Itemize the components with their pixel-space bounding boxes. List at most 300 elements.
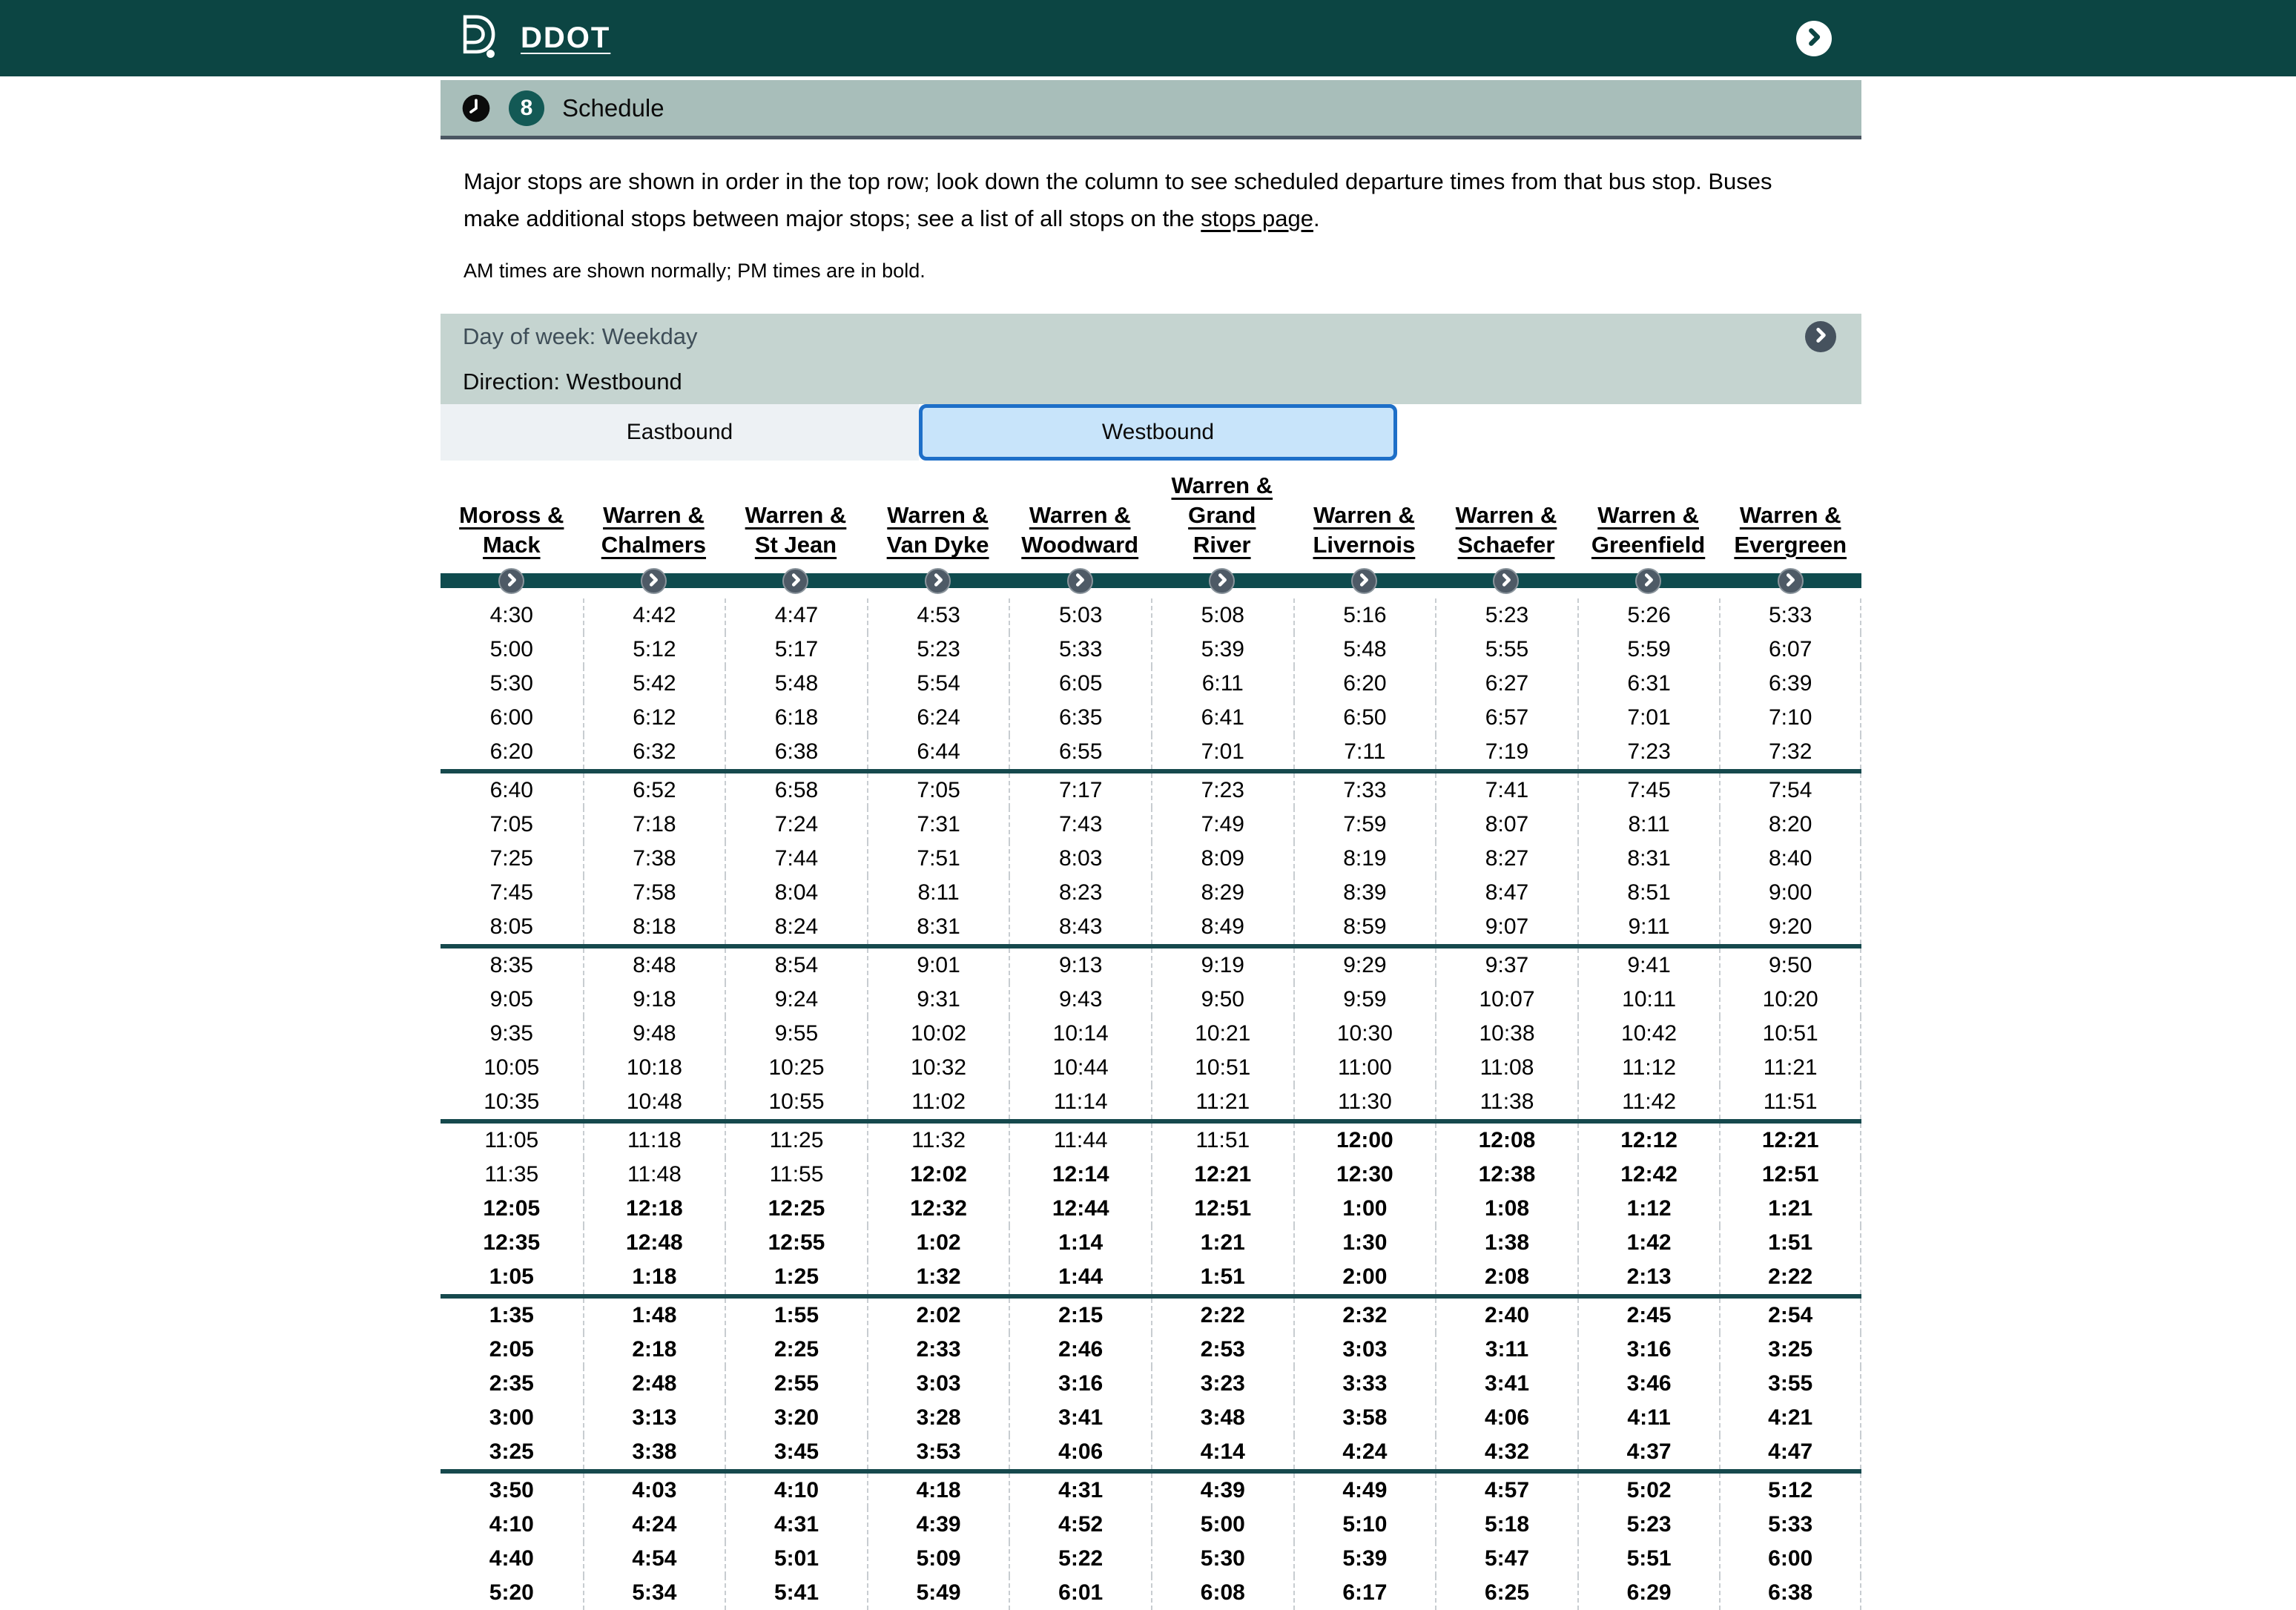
app-header [0, 0, 2296, 76]
time-cell: 7:25 [489, 846, 533, 871]
time-cell: 11:38 [1435, 1085, 1577, 1119]
day-of-week-label: Day of week: Weekday [463, 323, 698, 349]
time-cell: 3:55 [1719, 1367, 1861, 1401]
time-cell: 9:07 [1435, 910, 1577, 944]
chevron-right-icon [1811, 326, 1830, 347]
stop-chevron-button[interactable] [641, 568, 667, 594]
time-cell: 4:47 [1719, 1435, 1861, 1469]
time-cell: 6:20 [489, 739, 533, 764]
intro-before-link: Major stops are shown in order in the top row; look down the column to see scheduled departure times from that bus stop. Buses make additional stops between major stops; see a list of all stops on the [464, 168, 1772, 231]
time-cell: 7:51 [867, 842, 1009, 876]
time-cell: 9:55 [725, 1017, 867, 1051]
clock-icon [461, 93, 491, 123]
time-cell: 5:55 [1435, 633, 1577, 667]
time-cell: 8:04 [725, 876, 867, 910]
stop-header-link[interactable]: Warren & Livernois [1313, 502, 1416, 558]
time-cell: 9:41 [1577, 948, 1720, 983]
chevron-right-icon [930, 572, 946, 590]
time-cell: 4:42 [583, 598, 725, 633]
time-cell: 7:45 [489, 880, 533, 905]
header-next-button[interactable] [1796, 21, 1832, 56]
time-cell: 3:23 [1151, 1367, 1293, 1401]
time-cell: 11:25 [725, 1124, 867, 1158]
direction-tabs [441, 404, 1861, 461]
time-cell: 1:35 [489, 1303, 534, 1327]
time-cell: 10:20 [1719, 983, 1861, 1017]
stop-chevron-cell [867, 568, 1009, 594]
time-cell: 11:02 [867, 1085, 1009, 1119]
stop-chevron-cell [1577, 568, 1720, 594]
time-cell: 10:48 [583, 1085, 725, 1119]
time-cell: 5:22 [1009, 1542, 1151, 1576]
time-cell: 7:11 [1293, 735, 1436, 769]
time-cell: 4:53 [867, 598, 1009, 633]
time-cell: 4:21 [1719, 1401, 1861, 1435]
time-cell: 2:46 [1009, 1333, 1151, 1367]
time-cell: 6:12 [583, 701, 725, 735]
time-cell: 4:31 [725, 1508, 867, 1542]
time-cell: 7:32 [1719, 735, 1861, 769]
table-group [441, 944, 1861, 1119]
time-cell: 11:51 [1151, 1124, 1293, 1158]
time-cell: 10:32 [867, 1051, 1009, 1085]
time-cell: 12:51 [1151, 1192, 1293, 1226]
chevron-right-icon [504, 572, 520, 590]
ddot-home-link[interactable] [458, 13, 610, 64]
table-row [441, 1401, 1861, 1435]
route-line-bar [441, 567, 1861, 594]
time-cell: 6:00 [1719, 1542, 1861, 1576]
time-cell: 4:30 [489, 603, 533, 627]
time-cell: 4:24 [583, 1508, 725, 1542]
time-cell: 5:26 [1577, 598, 1720, 633]
time-cell: 5:23 [867, 633, 1009, 667]
stop-chevron-button[interactable] [1209, 568, 1235, 594]
time-cell: 9:35 [489, 1021, 533, 1046]
time-cell: 8:27 [1435, 842, 1577, 876]
time-cell: 6:44 [867, 735, 1009, 769]
chevron-right-icon [1214, 572, 1230, 590]
time-cell: 11:08 [1435, 1051, 1577, 1085]
time-cell: 9:50 [1719, 948, 1861, 983]
time-cell: 10:14 [1009, 1017, 1151, 1051]
table-row [441, 598, 1861, 633]
stop-chevron-cell [1009, 568, 1151, 594]
stop-chevron-button[interactable] [782, 568, 808, 594]
time-cell: 2:18 [583, 1333, 725, 1367]
time-cell: 9:31 [867, 983, 1009, 1017]
time-cell: 4:10 [489, 1512, 534, 1537]
time-cell: 12:14 [1009, 1158, 1151, 1192]
time-cell: 3:58 [1293, 1401, 1436, 1435]
time-cell: 3:20 [725, 1401, 867, 1435]
time-cell: 5:42 [583, 667, 725, 701]
chevron-right-icon [645, 572, 662, 590]
time-cell: 5:30 [1151, 1542, 1293, 1576]
stop-chevron-cell [583, 568, 725, 594]
time-cell: 7:31 [867, 808, 1009, 842]
time-cell: 10:07 [1435, 983, 1577, 1017]
time-cell: 5:47 [1435, 1542, 1577, 1576]
stop-chevron-cell [1151, 568, 1293, 594]
time-cell: 10:02 [867, 1017, 1009, 1051]
time-cell: 8:43 [1009, 910, 1151, 944]
time-cell: 8:24 [725, 910, 867, 944]
time-cell: 12:32 [867, 1192, 1009, 1226]
time-cell: 9:18 [583, 983, 725, 1017]
time-cell: 2:33 [867, 1333, 1009, 1367]
time-cell: 12:25 [725, 1192, 867, 1226]
time-cell: 5:48 [1293, 633, 1436, 667]
time-cell: 9:11 [1577, 910, 1720, 944]
chevron-right-icon [788, 572, 804, 590]
time-cell: 8:23 [1009, 876, 1151, 910]
time-cell: 12:42 [1577, 1158, 1720, 1192]
time-cell: 5:33 [1009, 633, 1151, 667]
time-cell: 1:51 [1151, 1260, 1293, 1294]
time-cell: 9:37 [1435, 948, 1577, 983]
time-cell: 12:05 [483, 1196, 541, 1221]
time-cell: 9:24 [725, 983, 867, 1017]
am-pm-note: AM times are shown normally; PM times are in bold. [464, 260, 926, 282]
time-cell: 1:00 [1293, 1192, 1436, 1226]
time-cell: 10:44 [1009, 1051, 1151, 1085]
time-cell: 12:00 [1293, 1124, 1436, 1158]
time-cell: 6:41 [1151, 701, 1293, 735]
stop-chevron-button[interactable] [925, 568, 951, 594]
time-cell: 5:30 [489, 671, 533, 696]
time-cell: 11:35 [484, 1162, 539, 1187]
time-cell: 6:29 [1577, 1576, 1720, 1610]
schedule-section-bar [441, 80, 1861, 139]
time-cell: 8:19 [1293, 842, 1436, 876]
time-cell: 2:13 [1577, 1260, 1720, 1294]
time-cell: 6:18 [725, 701, 867, 735]
time-cell: 9:20 [1719, 910, 1861, 944]
time-cell: 1:21 [1151, 1226, 1293, 1260]
time-cell: 1:32 [867, 1260, 1009, 1294]
stop-chevron-button[interactable] [1351, 568, 1377, 594]
time-cell: 12:35 [483, 1230, 541, 1255]
time-cell: 10:38 [1435, 1017, 1577, 1051]
time-cell: 5:02 [1577, 1474, 1720, 1508]
time-cell: 5:39 [1151, 633, 1293, 667]
time-cell: 5:18 [1435, 1508, 1577, 1542]
time-cell: 7:58 [583, 876, 725, 910]
time-cell: 9:43 [1009, 983, 1151, 1017]
time-cell: 7:17 [1009, 773, 1151, 808]
timetable-body [441, 598, 1861, 1610]
time-cell: 6:31 [1577, 667, 1720, 701]
time-cell: 9:00 [1719, 876, 1861, 910]
time-cell: 8:31 [867, 910, 1009, 944]
time-cell: 4:06 [1435, 1401, 1577, 1435]
time-cell: 4:39 [867, 1508, 1009, 1542]
time-cell: 3:25 [1719, 1333, 1861, 1367]
tab-eastbound[interactable]: Eastbound [441, 404, 919, 461]
time-cell: 3:03 [867, 1367, 1009, 1401]
time-cell: 11:12 [1577, 1051, 1720, 1085]
time-cell: 6:52 [583, 773, 725, 808]
time-cell: 7:01 [1151, 735, 1293, 769]
table-row [441, 1192, 1861, 1226]
intro-after-link: . [1313, 205, 1320, 231]
time-cell: 1:55 [725, 1299, 867, 1333]
table-row [441, 842, 1861, 876]
time-cell: 10:35 [484, 1089, 540, 1114]
time-cell: 5:23 [1435, 598, 1577, 633]
stop-chevron-button[interactable] [1635, 568, 1661, 594]
time-cell: 6:07 [1719, 633, 1861, 667]
time-cell: 10:25 [725, 1051, 867, 1085]
time-cell: 2:05 [489, 1337, 534, 1362]
time-cell: 3:03 [1293, 1333, 1436, 1367]
time-cell: 6:00 [489, 705, 533, 730]
time-cell: 4:40 [489, 1546, 534, 1571]
time-cell: 3:11 [1435, 1333, 1577, 1367]
time-cell: 4:31 [1009, 1474, 1151, 1508]
route-badge: 8 [509, 90, 544, 126]
time-cell: 5:12 [1719, 1474, 1861, 1508]
time-cell: 6:40 [489, 778, 533, 802]
time-cell: 10:11 [1577, 983, 1720, 1017]
time-cell: 12:48 [583, 1226, 725, 1260]
time-cell: 2:53 [1151, 1333, 1293, 1367]
stop-header-link[interactable]: Moross & Mack [459, 502, 564, 558]
time-cell: 7:05 [867, 773, 1009, 808]
chevron-right-icon [1803, 26, 1825, 50]
time-cell: 3:28 [867, 1401, 1009, 1435]
time-cell: 3:50 [489, 1478, 534, 1502]
time-cell: 9:13 [1009, 948, 1151, 983]
time-cell: 7:38 [583, 842, 725, 876]
time-cell: 6:39 [1719, 667, 1861, 701]
time-cell: 5:49 [867, 1576, 1009, 1610]
time-cell: 6:24 [867, 701, 1009, 735]
time-cell: 4:32 [1435, 1435, 1577, 1469]
time-cell: 3:16 [1009, 1367, 1151, 1401]
tab-westbound[interactable]: Westbound [919, 404, 1397, 461]
time-cell: 5:39 [1293, 1542, 1436, 1576]
table-row [441, 808, 1861, 842]
time-cell: 2:32 [1293, 1299, 1436, 1333]
time-cell: 8:40 [1719, 842, 1861, 876]
time-cell: 10:21 [1151, 1017, 1293, 1051]
time-cell: 6:20 [1293, 667, 1436, 701]
stop-header-link[interactable]: Warren & Van Dyke [886, 502, 989, 558]
time-cell: 12:21 [1151, 1158, 1293, 1192]
time-cell: 8:18 [583, 910, 725, 944]
time-cell: 5:41 [725, 1576, 867, 1610]
time-cell: 5:08 [1151, 598, 1293, 633]
time-cell: 11:55 [725, 1158, 867, 1192]
time-cell: 6:50 [1293, 701, 1436, 735]
filters-block [441, 314, 1861, 404]
time-cell: 5:17 [725, 633, 867, 667]
table-row [441, 910, 1861, 944]
time-cell: 12:38 [1435, 1158, 1577, 1192]
stop-header-link[interactable]: Warren & Schaefer [1455, 502, 1557, 558]
time-cell: 7:18 [583, 808, 725, 842]
table-row [441, 1508, 1861, 1542]
time-cell: 10:30 [1293, 1017, 1436, 1051]
chevron-right-icon [1782, 572, 1798, 590]
table-row [441, 1542, 1861, 1576]
time-cell: 5:00 [489, 637, 533, 662]
time-cell: 9:05 [489, 987, 533, 1012]
time-cell: 1:42 [1577, 1226, 1720, 1260]
time-cell: 7:41 [1435, 773, 1577, 808]
time-cell: 12:44 [1009, 1192, 1151, 1226]
time-cell: 6:05 [1009, 667, 1151, 701]
stop-chevron-button[interactable] [1778, 568, 1804, 594]
time-cell: 8:31 [1577, 842, 1720, 876]
time-cell: 8:59 [1293, 910, 1436, 944]
time-cell: 4:03 [583, 1474, 725, 1508]
time-cell: 2:35 [489, 1371, 534, 1396]
time-cell: 12:51 [1719, 1158, 1861, 1192]
table-row [441, 983, 1861, 1017]
time-cell: 6:01 [1009, 1576, 1151, 1610]
table-row [441, 1124, 1861, 1158]
time-cell: 12:08 [1435, 1124, 1577, 1158]
time-cell: 4:52 [1009, 1508, 1151, 1542]
time-cell: 6:25 [1435, 1576, 1577, 1610]
time-cell: 12:55 [725, 1226, 867, 1260]
time-cell: 9:19 [1151, 948, 1293, 983]
time-cell: 5:33 [1719, 1508, 1861, 1542]
time-cell: 8:03 [1009, 842, 1151, 876]
time-cell: 9:50 [1151, 983, 1293, 1017]
stop-chevron-button[interactable] [1067, 568, 1093, 594]
stop-header-link[interactable]: Warren & Woodward [1021, 502, 1139, 558]
stops-page-link[interactable]: stops page [1201, 205, 1313, 231]
table-row [441, 773, 1861, 808]
direction-label: Direction: Westbound [463, 368, 682, 395]
time-cell: 2:40 [1435, 1299, 1577, 1333]
time-cell: 1:48 [583, 1299, 725, 1333]
time-cell: 6:11 [1151, 667, 1293, 701]
table-row [441, 1158, 1861, 1192]
time-cell: 3:48 [1151, 1401, 1293, 1435]
time-cell: 5:12 [583, 633, 725, 667]
brand-text: DDOT [521, 22, 611, 54]
time-cell: 2:45 [1577, 1299, 1720, 1333]
time-cell: 5:16 [1293, 598, 1436, 633]
time-cell: 11:18 [583, 1124, 725, 1158]
time-cell: 7:49 [1151, 808, 1293, 842]
time-cell: 5:33 [1719, 598, 1861, 633]
stop-header-link[interactable]: Warren & St Jean [745, 502, 847, 558]
time-cell: 8:39 [1293, 876, 1436, 910]
time-cell: 4:37 [1577, 1435, 1720, 1469]
time-cell: 3:38 [583, 1435, 725, 1469]
time-cell: 4:54 [583, 1542, 725, 1576]
table-row [441, 1576, 1861, 1610]
table-row [441, 1333, 1861, 1367]
time-cell: 9:01 [867, 948, 1009, 983]
time-cell: 1:30 [1293, 1226, 1436, 1260]
day-expand-button[interactable] [1805, 321, 1836, 352]
stop-chevrons [441, 567, 1861, 594]
time-cell: 8:07 [1435, 808, 1577, 842]
time-cell: 9:29 [1293, 948, 1436, 983]
time-cell: 5:54 [867, 667, 1009, 701]
time-cell: 5:48 [725, 667, 867, 701]
table-row [441, 1017, 1861, 1051]
time-cell: 3:33 [1293, 1367, 1436, 1401]
time-cell: 2:00 [1293, 1260, 1436, 1294]
table-row [441, 876, 1861, 910]
time-cell: 7:45 [1577, 773, 1720, 808]
time-cell: 5:20 [489, 1580, 534, 1605]
stop-chevron-cell [725, 568, 867, 594]
app-header-inner [441, 0, 1861, 76]
time-cell: 7:01 [1577, 701, 1720, 735]
time-cell: 11:30 [1293, 1085, 1436, 1119]
time-cell: 7:33 [1293, 773, 1436, 808]
time-cell: 5:00 [1151, 1508, 1293, 1542]
time-cell: 1:18 [583, 1260, 725, 1294]
time-cell: 1:38 [1435, 1226, 1577, 1260]
time-cell: 6:35 [1009, 701, 1151, 735]
time-cell: 6:08 [1151, 1576, 1293, 1610]
time-cell: 5:51 [1577, 1542, 1720, 1576]
stop-header-link[interactable]: Warren & Evergreen [1734, 502, 1847, 558]
time-cell: 7:05 [489, 812, 533, 837]
time-cell: 1:02 [867, 1226, 1009, 1260]
time-cell: 6:55 [1009, 735, 1151, 769]
time-cell: 4:57 [1435, 1474, 1577, 1508]
table-group [441, 1469, 1861, 1610]
time-cell: 3:25 [489, 1439, 534, 1464]
time-cell: 11:51 [1719, 1085, 1861, 1119]
time-cell: 6:32 [583, 735, 725, 769]
time-cell: 1:25 [725, 1260, 867, 1294]
time-cell: 6:38 [1719, 1576, 1861, 1610]
table-row [441, 1051, 1861, 1085]
time-cell: 8:11 [1577, 808, 1720, 842]
time-cell: 11:32 [867, 1124, 1009, 1158]
time-cell: 8:09 [1151, 842, 1293, 876]
time-cell: 12:30 [1293, 1158, 1436, 1192]
chevron-right-icon [1498, 572, 1514, 590]
intro-text [441, 163, 1850, 237]
time-cell: 3:16 [1577, 1333, 1720, 1367]
time-cell: 8:54 [725, 948, 867, 983]
table-group [441, 598, 1861, 769]
time-cell: 9:48 [583, 1017, 725, 1051]
ddot-logo-icon [458, 13, 501, 64]
time-cell: 11:21 [1151, 1085, 1293, 1119]
table-row [441, 1367, 1861, 1401]
time-cell: 11:42 [1577, 1085, 1720, 1119]
time-cell: 12:18 [583, 1192, 725, 1226]
table-row [441, 1474, 1861, 1508]
stop-header-link[interactable]: Warren & Greenfield [1591, 502, 1706, 558]
time-cell: 2:02 [867, 1299, 1009, 1333]
time-cell: 5:09 [867, 1542, 1009, 1576]
stop-header-link[interactable]: Warren & Grand River [1171, 472, 1273, 558]
table-row [441, 1226, 1861, 1260]
time-cell: 4:49 [1293, 1474, 1436, 1508]
stop-header-link[interactable]: Warren & Chalmers [601, 502, 707, 558]
stop-chevron-button[interactable] [1493, 568, 1519, 594]
stop-chevron-button[interactable] [498, 568, 524, 594]
time-cell: 1:44 [1009, 1260, 1151, 1294]
time-cell: 5:34 [583, 1576, 725, 1610]
time-cell: 7:59 [1293, 808, 1436, 842]
